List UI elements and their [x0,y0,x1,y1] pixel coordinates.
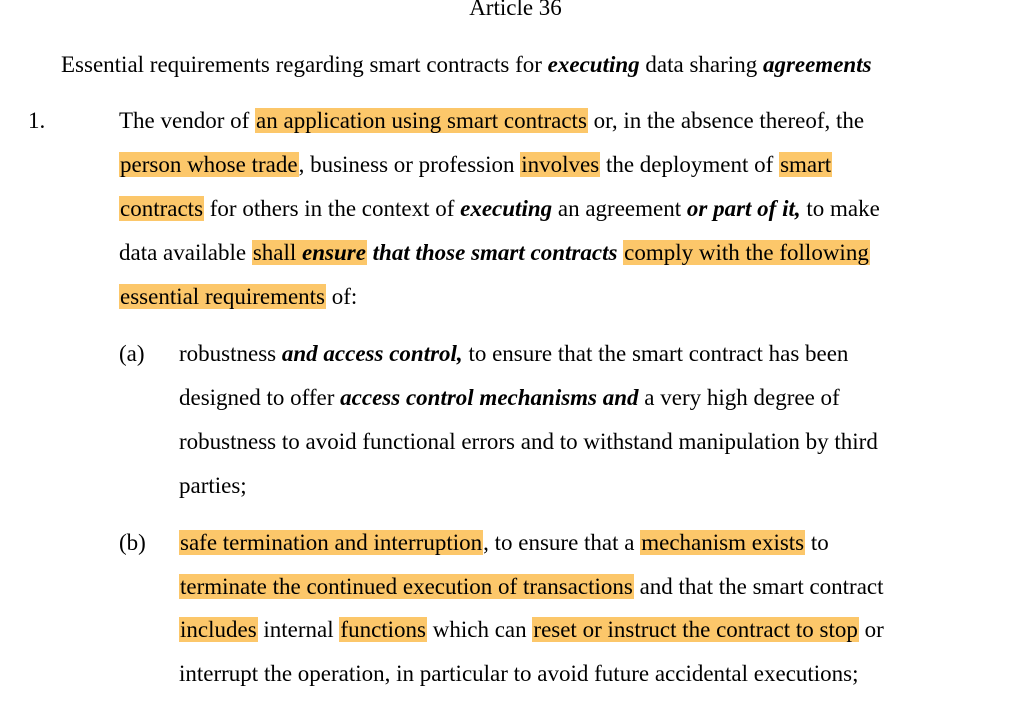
highlighted-text [252,240,367,265]
text-run: for others in the context of [204,196,461,221]
emphasis-text: access control mechanisms and [340,385,639,410]
highlighted-text: an application using smart contracts [256,108,587,133]
text-run: the deployment of [600,152,780,177]
text-run: a very high degree of [638,385,840,410]
text-run: or, in the absence thereof, the [587,108,865,133]
item-line: interrupt the operation, in particular to avoid future accidental executions; [179,661,859,686]
heading-emphasis: agreements [762,52,872,77]
text-run: shall [252,240,303,265]
text-run: internal [257,617,340,642]
paragraph-line [119,238,870,268]
emphasis-text: that those smart contracts [366,240,624,265]
item-line [179,615,884,645]
highlighted-text: functions [340,617,427,642]
highlighted-text: safe termination and interruption [180,530,483,555]
item-line [179,383,840,413]
highlighted-text: comply with the following [624,240,869,265]
item-line: robustness to avoid functional errors and to withstand manipulation by third [179,429,878,454]
text-run: data available [119,240,252,265]
paragraph-line [119,106,864,136]
text-run: and that the smart contract [633,574,884,599]
text-run: to make [800,196,880,221]
article-heading [61,50,872,80]
paragraph-line [119,194,880,224]
paragraph-line [119,282,357,312]
item-line [179,339,848,369]
emphasis-text: ensure [302,240,366,265]
text-run: of: [326,284,358,309]
highlighted-text: mechanism exists [641,530,805,555]
highlighted-text: includes [180,617,257,642]
text-run: designed to offer [179,385,341,410]
item-label: (b) [119,530,146,555]
paragraph-line [119,150,832,180]
text-run: which can [427,617,533,642]
emphasis-text: or part of it, [686,196,801,221]
paragraph-number: 1. [28,108,46,133]
heading-emphasis: executing [547,52,640,77]
item-label: (a) [119,341,145,366]
highlighted-text: reset or instruct the contract to stop [533,617,858,642]
text-run: The vendor of [119,108,256,133]
highlighted-text: smart [780,152,832,177]
text-run: or [858,617,884,642]
text-run: robustness [179,341,282,366]
text-run: , to ensure that a [483,530,641,555]
highlighted-text: person whose trade [120,152,298,177]
text-run: to [805,530,829,555]
item-line [179,572,884,602]
item-line [179,528,829,558]
highlighted-text: contracts [120,196,204,221]
text-run: to ensure that the smart contract has been [462,341,849,366]
heading-text: Essential requirements regarding smart contracts for [61,52,548,77]
heading-text: data sharing [639,52,763,77]
emphasis-text: executing [460,196,553,221]
highlighted-text: terminate the continued execution of transactions [180,574,633,599]
text-run: , business or profession [298,152,521,177]
highlighted-text: essential requirements [120,284,326,309]
text-run: an agreement [552,196,687,221]
highlighted-text: involves [521,152,600,177]
emphasis-text: and access control, [281,341,463,366]
article-title: Article 36 [469,0,562,20]
item-line: parties; [179,473,247,498]
